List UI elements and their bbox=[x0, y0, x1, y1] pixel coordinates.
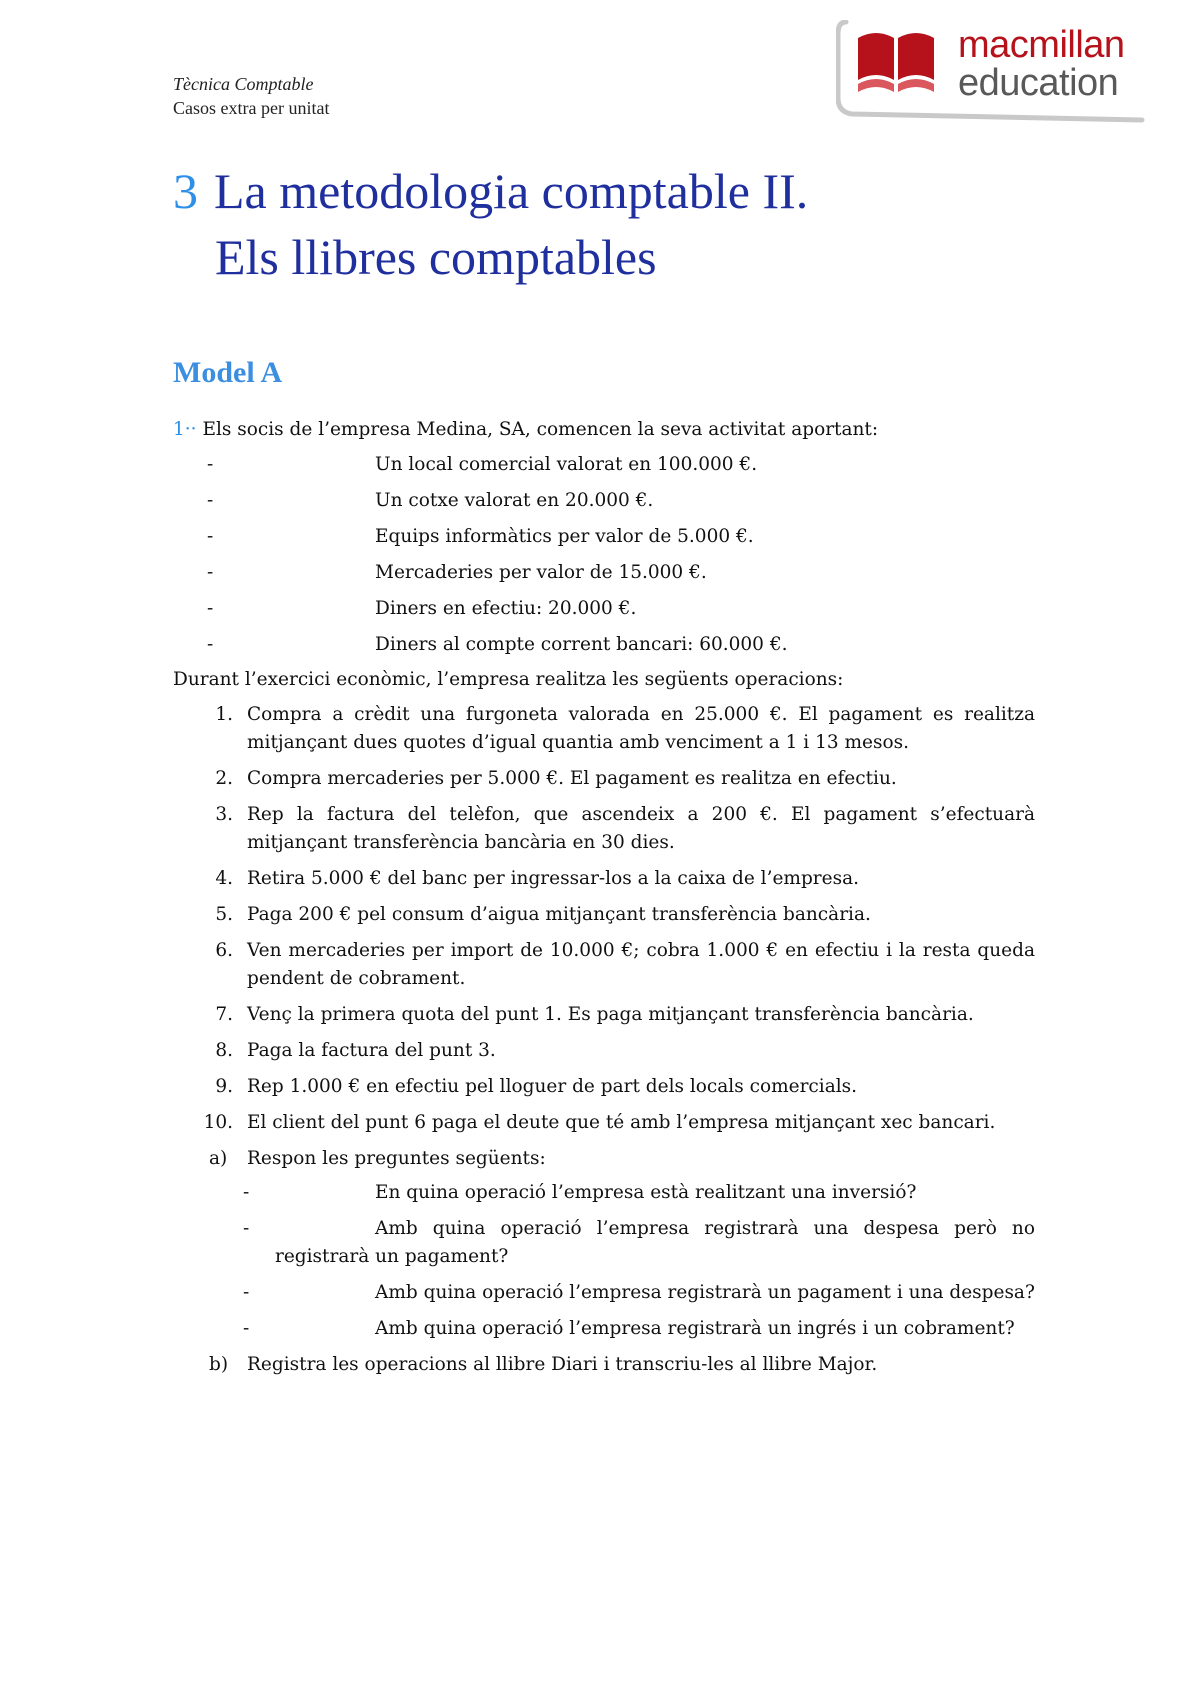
list-item: 8. Paga la factura del punt 3. bbox=[215, 1040, 496, 1061]
question-intro bbox=[173, 413, 1035, 447]
logo-wordmark bbox=[958, 26, 1125, 102]
header-subtitle: Casos extra per unitat bbox=[173, 98, 330, 118]
list-item: - Mercaderies per valor de 15.000 €. bbox=[207, 562, 707, 583]
logo-line-2: education bbox=[958, 62, 1119, 104]
list-item: - Diners en efectiu: 20.000 €. bbox=[207, 598, 637, 619]
part-b-text: Registra les operacions al llibre Diari i transcriu-les al llibre Major. bbox=[247, 1354, 878, 1375]
contributions-list bbox=[173, 447, 1035, 663]
logo-line-1: macmillan bbox=[958, 24, 1125, 66]
list-item: 9. Rep 1.000 € en efectiu pel lloguer de part dels locals comercials. bbox=[215, 1076, 858, 1097]
list-item: 2. Compra mercaderies per 5.000 €. El pagament es realitza en efectiu. bbox=[215, 768, 897, 789]
list-item: 1. Compra a crèdit una furgoneta valorada en 25.000 €. El pagament es realitza mitjançant dues quotes d’igual quantia amb venciment a 1 i 13 mesos. bbox=[215, 704, 1035, 753]
exercise-content bbox=[173, 355, 1035, 1385]
list-item: - En quina operació l’empresa està realitzant una inversió? bbox=[243, 1182, 917, 1203]
list-item: 5. Paga 200 € pel consum d’aigua mitjançant transferència bancària. bbox=[215, 904, 871, 925]
part-a bbox=[173, 1145, 1035, 1173]
list-item: - Amb quina operació l’empresa registrarà un ingrés i un cobrament? bbox=[243, 1318, 1015, 1339]
list-item: 10. El client del punt 6 paga el deute que té amb l’empresa mitjançant xec bancari. bbox=[203, 1112, 996, 1133]
unit-title-line-1: La metodologia comptable II. bbox=[214, 163, 809, 219]
section-title: Model A bbox=[173, 356, 283, 389]
list-item: - Amb quina operació l’empresa registrarà un pagament i una despesa? bbox=[243, 1282, 1035, 1303]
list-item: 6. Ven mercaderies per import de 10.000 €; cobra 1.000 € en efectiu i la resta queda pendent de cobrament. bbox=[215, 940, 1035, 989]
list-item: - Amb quina operació l’empresa registrarà una despesa però no registrarà un pagament? bbox=[243, 1218, 1035, 1267]
part-a-label: a) bbox=[209, 1148, 228, 1169]
part-a-text: Respon les preguntes següents: bbox=[247, 1148, 546, 1169]
unit-title bbox=[173, 158, 808, 290]
list-item: - Diners al compte corrent bancari: 60.000 €. bbox=[207, 634, 788, 655]
part-b bbox=[173, 1351, 1035, 1379]
part-a-questions bbox=[173, 1179, 1035, 1343]
header-course-title: Tècnica Comptable bbox=[173, 74, 314, 94]
operations-intro: Durant l’exercici econòmic, l’empresa realitza les següents operacions: bbox=[173, 669, 844, 690]
list-item: - Un local comercial valorat en 100.000 €. bbox=[207, 454, 758, 475]
question-number: 1·· bbox=[173, 419, 197, 440]
list-item: 3. Rep la factura del telèfon, que ascendeix a 200 €. El pagament s’efectuarà mitjançant transferència bancària en 30 dies. bbox=[215, 804, 1035, 853]
list-item: 4. Retira 5.000 € del banc per ingressar-los a la caixa de l’empresa. bbox=[215, 868, 859, 889]
question-intro-text: Els socis de l’empresa Medina, SA, comencen la seva activitat aportant: bbox=[202, 419, 879, 440]
unit-number: 3 bbox=[173, 163, 198, 219]
publisher-logo bbox=[836, 20, 1146, 126]
running-header bbox=[173, 72, 329, 120]
list-item: - Equips informàtics per valor de 5.000 €. bbox=[207, 526, 754, 547]
list-item: 7. Venç la primera quota del punt 1. Es paga mitjançant transferència bancària. bbox=[215, 1004, 974, 1025]
part-b-label: b) bbox=[209, 1354, 229, 1375]
list-item: - Un cotxe valorat en 20.000 €. bbox=[207, 490, 654, 511]
unit-title-line-2: Els llibres comptables bbox=[215, 229, 657, 285]
operations-list bbox=[173, 701, 1035, 1137]
